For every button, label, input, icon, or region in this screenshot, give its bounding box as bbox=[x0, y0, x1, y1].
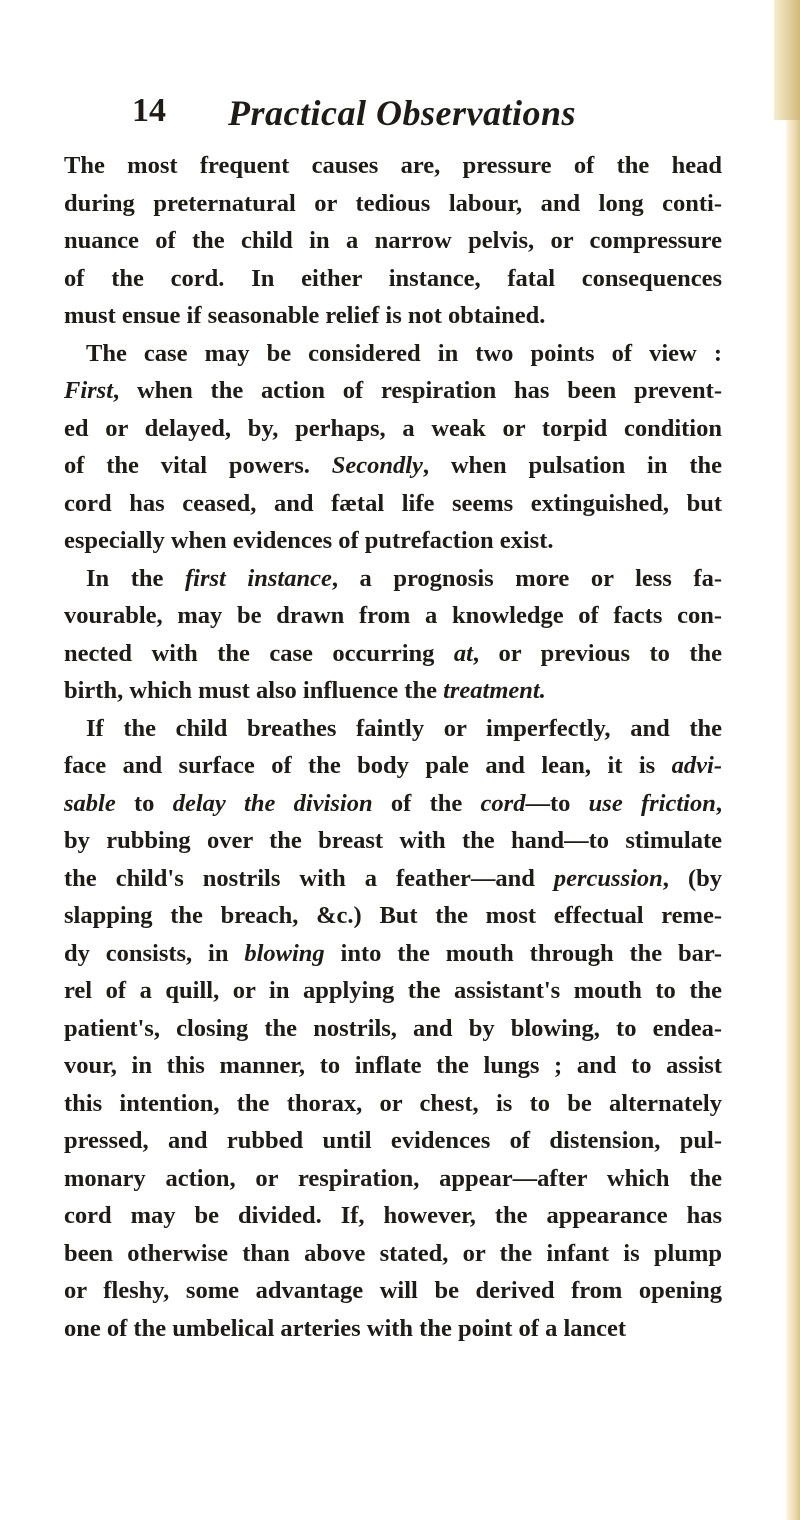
text-segment: In the bbox=[86, 564, 185, 592]
text-segment: , a prognosis more or less fa- bbox=[331, 564, 722, 592]
text-segment: cord has ceased, and fætal life seems extinguished, but bbox=[64, 489, 722, 517]
running-header bbox=[132, 92, 722, 142]
text-line bbox=[64, 1197, 722, 1235]
text-segment: —to bbox=[525, 789, 589, 817]
text-segment: The case may be considered in two points of view : bbox=[86, 339, 722, 367]
italic-text: first instance bbox=[185, 564, 332, 592]
text-line bbox=[64, 635, 722, 673]
text-segment: one of the umbelical arteries with the point of a lancet bbox=[64, 1314, 627, 1342]
text-line bbox=[64, 1122, 722, 1160]
text-segment: , when the action of respiration has been prevent- bbox=[113, 377, 722, 404]
italic-text: First bbox=[64, 377, 114, 404]
text-segment: the child's nostrils with a feather—and bbox=[64, 864, 554, 892]
text-segment: face and surface of the body pale and lean, it is bbox=[64, 752, 672, 779]
text-segment: dy consists, in bbox=[64, 939, 245, 967]
text-segment: of the bbox=[372, 789, 481, 817]
text-segment: of the vital powers. bbox=[64, 452, 332, 479]
text-segment: been otherwise than above stated, or the infant is plump bbox=[64, 1239, 722, 1267]
italic-text: treatment. bbox=[443, 677, 546, 704]
text-segment: this intention, the thorax, or chest, is to be alternately bbox=[64, 1089, 722, 1117]
text-segment: of the cord. In either instance, fatal consequences bbox=[64, 264, 722, 292]
text-segment: , when pulsation in the bbox=[422, 452, 722, 479]
page-edge bbox=[786, 0, 800, 1520]
text-segment: nected with the case occurring bbox=[64, 639, 454, 667]
text-segment: birth, which must also influence the bbox=[64, 677, 444, 704]
text-line bbox=[64, 260, 722, 298]
italic-text: use friction bbox=[588, 789, 716, 817]
text-line bbox=[64, 147, 722, 185]
italic-text: blowing bbox=[244, 939, 325, 967]
text-line bbox=[64, 372, 722, 410]
text-line bbox=[64, 860, 722, 898]
text-line bbox=[64, 935, 722, 973]
text-line bbox=[64, 672, 722, 710]
text-line bbox=[64, 897, 722, 935]
text-line bbox=[64, 222, 722, 260]
text-segment: ed or delayed, by, perhaps, a weak or torpid condition bbox=[64, 414, 722, 442]
text-line bbox=[64, 1235, 722, 1273]
italic-text: advi- bbox=[671, 752, 722, 779]
text-line bbox=[64, 1160, 722, 1198]
page-number: 14 bbox=[132, 92, 166, 129]
text-segment: pressed, and rubbed until evidences of distension, pul- bbox=[64, 1127, 722, 1154]
text-segment: patient's, closing the nostrils, and by blowing, to endea- bbox=[64, 1014, 722, 1042]
text-segment: into the mouth through the bar- bbox=[324, 939, 722, 967]
body-text bbox=[64, 147, 722, 1347]
running-title: Practical Observations bbox=[228, 93, 576, 133]
text-segment: must ensue if seasonable relief is not obtained. bbox=[64, 302, 546, 329]
text-line bbox=[64, 410, 722, 448]
text-line bbox=[64, 1272, 722, 1310]
text-segment: by rubbing over the breast with the hand—to stimulate bbox=[64, 827, 722, 854]
text-line bbox=[64, 710, 722, 748]
text-segment: If the child breathes faintly or imperfectly, and the bbox=[86, 714, 722, 742]
text-segment: monary action, or respiration, appear—after which the bbox=[64, 1164, 722, 1192]
text-line bbox=[64, 1085, 722, 1123]
text-line bbox=[64, 1047, 722, 1085]
page-edge-top bbox=[774, 0, 800, 120]
text-line bbox=[64, 560, 722, 598]
text-segment: to bbox=[115, 789, 173, 817]
text-line bbox=[64, 185, 722, 223]
text-segment: slapping the breach, &c.) But the most effectual reme- bbox=[64, 902, 722, 929]
text-line bbox=[64, 747, 722, 785]
text-segment: The most frequent causes are, pressure of the head bbox=[64, 152, 722, 179]
italic-text: delay the division bbox=[172, 789, 373, 817]
italic-text: Secondly bbox=[331, 452, 423, 479]
text-segment: during preternatural or tedious labour, and long conti- bbox=[64, 189, 722, 217]
italic-text: cord bbox=[480, 789, 526, 817]
text-line bbox=[64, 597, 722, 635]
text-segment: nuance of the child in a narrow pelvis, or compressure bbox=[64, 227, 722, 254]
italic-text: at bbox=[453, 639, 473, 667]
text-segment: or fleshy, some advantage will be derived from opening bbox=[64, 1277, 722, 1304]
text-line bbox=[64, 335, 722, 373]
text-line bbox=[64, 1310, 722, 1348]
text-line bbox=[64, 1010, 722, 1048]
text-line bbox=[64, 485, 722, 523]
text-segment: vour, in this manner, to inflate the lungs ; and to assist bbox=[64, 1052, 722, 1079]
italic-text: sable bbox=[64, 789, 116, 817]
text-line bbox=[64, 822, 722, 860]
text-segment: especially when evidences of putrefaction exist. bbox=[64, 527, 554, 554]
text-line bbox=[64, 297, 722, 335]
text-segment: , (by bbox=[662, 864, 722, 892]
italic-text: percussion bbox=[553, 864, 663, 892]
text-segment: , bbox=[715, 789, 722, 817]
text-line bbox=[64, 522, 722, 560]
text-line bbox=[64, 972, 722, 1010]
text-segment: vourable, may be drawn from a knowledge of facts con- bbox=[64, 602, 722, 629]
text-segment: cord may be divided. If, however, the appearance has bbox=[64, 1202, 722, 1229]
text-line bbox=[64, 447, 722, 485]
text-segment: , or previous to the bbox=[472, 639, 722, 667]
text-segment: rel of a quill, or in applying the assistant's mouth to the bbox=[64, 977, 722, 1004]
text-line bbox=[64, 785, 722, 823]
